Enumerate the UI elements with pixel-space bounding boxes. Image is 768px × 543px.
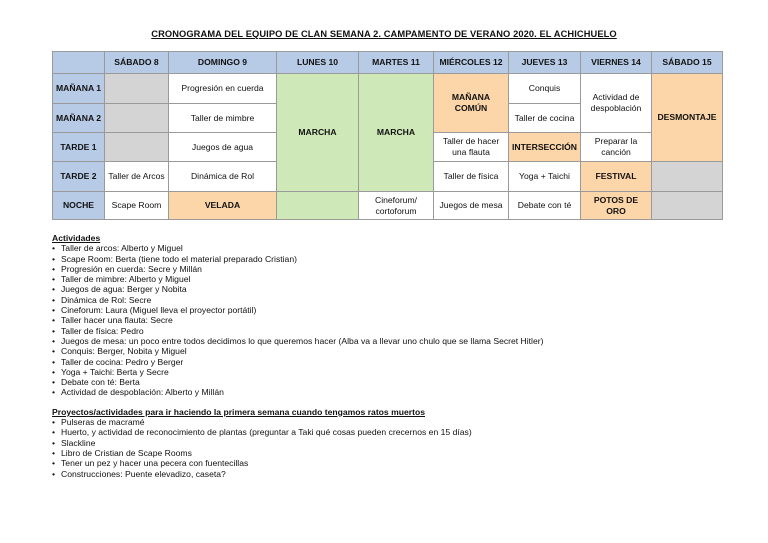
day-header: SÁBADO 15: [652, 52, 723, 74]
row-header: MAÑANA 1: [53, 74, 105, 104]
schedule-cell-marcha: MARCHA: [359, 74, 434, 192]
list-item: • Scape Room: Berta (tiene todo el material preparado Cristian): [52, 254, 762, 264]
row-header: TARDE 2: [53, 162, 105, 192]
list-item: • Construcciones: Puente elevadizo, caseta?: [52, 469, 762, 479]
schedule-cell: [105, 74, 169, 104]
day-header: SÁBADO 8: [105, 52, 169, 74]
row-header: MAÑANA 2: [53, 104, 105, 133]
list-item: • Slackline: [52, 438, 762, 448]
schedule-cell: Juegos de agua: [169, 133, 277, 162]
schedule-cell: Dinámica de Rol: [169, 162, 277, 192]
schedule-cell: Juegos de mesa: [434, 192, 509, 220]
list-item: • Cineforum: Laura (Miguel lleva el proyector portátil): [52, 305, 762, 315]
day-header: LUNES 10: [277, 52, 359, 74]
list-item: • Taller de física: Pedro: [52, 326, 762, 336]
schedule-cell-potos-de-oro: POTOS DE ORO: [581, 192, 652, 220]
schedule-cell: [652, 192, 723, 220]
schedule-cell: Actividad de despoblación: [581, 74, 652, 133]
schedule-cell: Debate con té: [509, 192, 581, 220]
list-item: • Juegos de mesa: un poco entre todos decidimos lo que queremos hacer (Alba va a llevar uno chulo que se llama Secret Hitler): [52, 336, 762, 346]
schedule-table: [52, 51, 723, 220]
list-item: • Yoga + Taichi: Berta y Secre: [52, 367, 762, 377]
day-header: MIÉRCOLES 12: [434, 52, 509, 74]
activities-list: [52, 243, 762, 397]
list-item: • Taller de arcos: Alberto y Miguel: [52, 243, 762, 253]
day-header: JUEVES 13: [509, 52, 581, 74]
schedule-cell: Taller de cocina: [509, 104, 581, 133]
schedule-cell: Taller de física: [434, 162, 509, 192]
projects-heading: Proyectos/actividades para ir haciendo la primera semana cuando tengamos ratos muertos: [52, 406, 426, 417]
list-item: • Conquis: Berger, Nobita y Miguel: [52, 346, 762, 356]
schedule-cell: Conquis: [509, 74, 581, 104]
list-item: • Taller de cocina: Pedro y Berger: [52, 357, 762, 367]
schedule-cell: Taller de hacer una flauta: [434, 133, 509, 162]
list-item: • Huerto, y actividad de reconocimiento de plantas (preguntar a Taki qué cosas pueden crecernos en 15 días): [52, 427, 762, 437]
schedule-cell: Cineforum/ cortoforum: [359, 192, 434, 220]
corner-cell: [53, 52, 105, 74]
schedule-cell: Taller de Arcos: [105, 162, 169, 192]
list-item: • Libro de Cristian de Scape Rooms: [52, 448, 762, 458]
schedule-cell: Preparar la canción: [581, 133, 652, 162]
activities-heading: Actividades: [52, 233, 101, 243]
schedule-cell: [105, 133, 169, 162]
list-item: • Juegos de agua: Berger y Nobita: [52, 284, 762, 294]
schedule-cell: Yoga + Taichi: [509, 162, 581, 192]
projects-list: [52, 417, 762, 479]
schedule-cell: [652, 162, 723, 192]
schedule-cell-manana-comun: MAÑANA COMÚN: [434, 74, 509, 133]
day-header: MARTES 11: [359, 52, 434, 74]
schedule-cell-marcha: MARCHA: [277, 74, 359, 192]
list-item: • Dinámica de Rol: Secre: [52, 295, 762, 305]
list-item: • Taller hacer una flauta: Secre: [52, 315, 762, 325]
document-title: CRONOGRAMA DEL EQUIPO DE CLAN SEMANA 2. CAMPAMENTO DE VERANO 2020. EL ACHICHUELO: [151, 29, 617, 39]
list-item: • Progresión en cuerda: Secre y Millán: [52, 264, 762, 274]
list-item: • Taller de mimbre: Alberto y Miguel: [52, 274, 762, 284]
schedule-cell-festival: FESTIVAL: [581, 162, 652, 192]
day-header: DOMINGO 9: [169, 52, 277, 74]
list-item: • Actividad de despoblación: Alberto y Millán: [52, 387, 762, 397]
schedule-cell: Progresión en cuerda: [169, 74, 277, 104]
schedule-cell: Taller de mimbre: [169, 104, 277, 133]
schedule-cell-desmontaje: DESMONTAJE: [652, 74, 723, 162]
schedule-cell-interseccion: INTERSECCIÓN: [509, 133, 581, 162]
schedule-cell: Scape Room: [105, 192, 169, 220]
row-header: TARDE 1: [53, 133, 105, 162]
schedule-cell: [277, 192, 359, 220]
day-header: VIERNES 14: [581, 52, 652, 74]
row-header: NOCHE: [53, 192, 105, 220]
list-item: • Pulseras de macramé: [52, 417, 762, 427]
schedule-cell: [105, 104, 169, 133]
schedule-cell-velada: VELADA: [169, 192, 277, 220]
list-item: • Tener un pez y hacer una pecera con fuentecillas: [52, 458, 762, 468]
notes-section: [52, 233, 762, 479]
list-item: • Debate con té: Berta: [52, 377, 762, 387]
